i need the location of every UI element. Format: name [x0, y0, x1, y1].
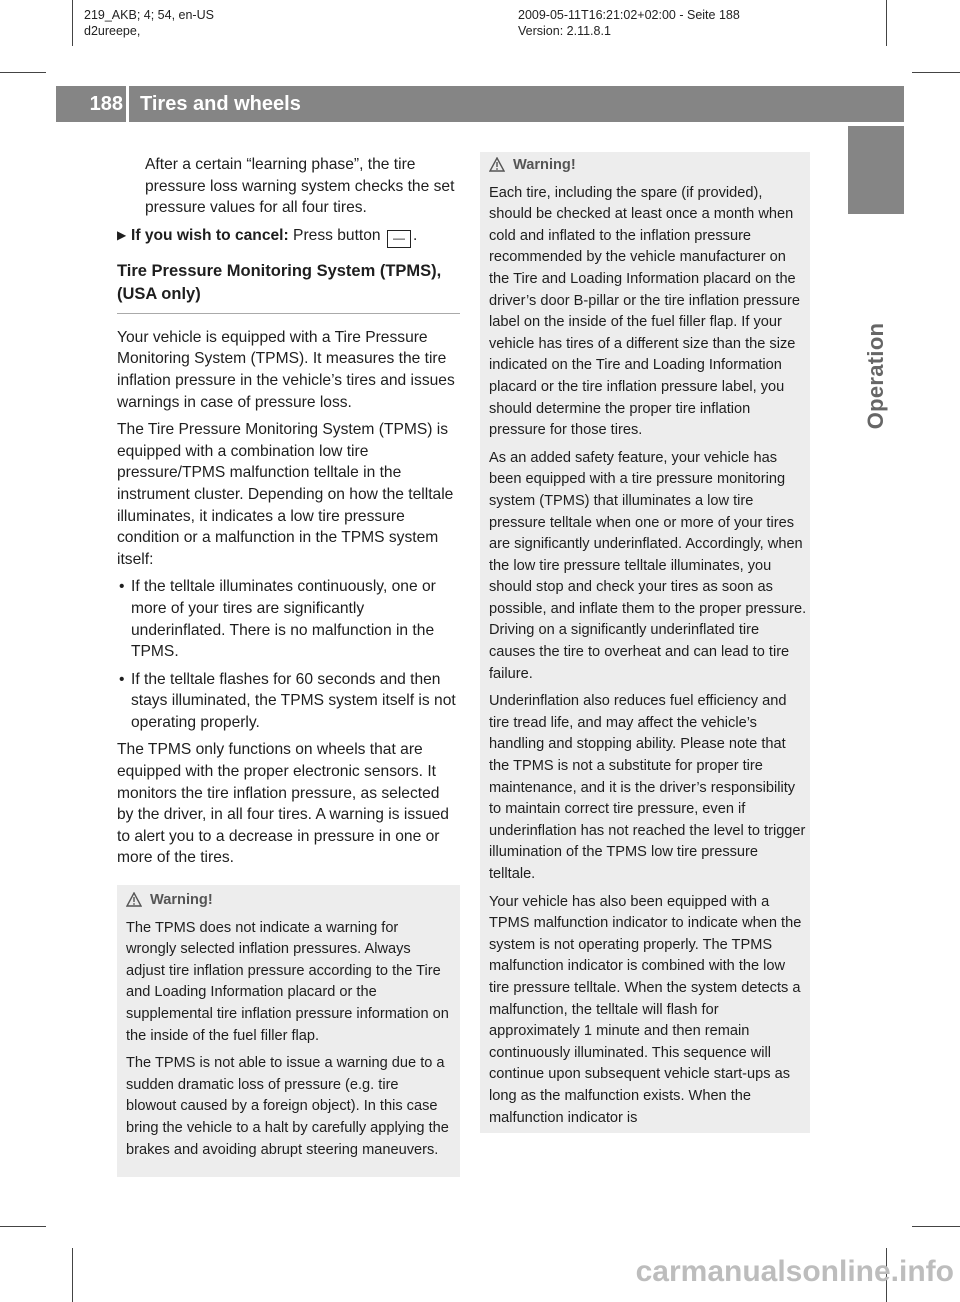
print-meta-left — [84, 7, 214, 39]
warning-paragraph: Each tire, including the spare (if provided), should be checked at least once a month when cold and inflated to the inflation pressure recommended by the vehicle manufacturer on the Tire and Loading Information placard on the driver’s door B-pillar or the tire inflation pressure label on the inside of the fuel filler flap. If your vehicle has tires of a different size than the size indicated on the Tire and Loading Information placard or the tire inflation pressure label, you should determine the proper tire inflation pressure for those tires. — [489, 184, 800, 439]
timestamp-info: 2009-05-11T16:21:02+02:00 - Seite 188 — [518, 8, 740, 22]
bullet-text: If the telltale illuminates continuously, one or more of your tires are significantly underinflated. There is no malfunction in the TPMS. — [131, 578, 436, 661]
warning-paragraph: The TPMS is not able to issue a warning due to a sudden dramatic loss of pressure (e.g. tire blowout caused by a foreign object). In this case bring the vehicle to a halt by carefully applying the brakes and avoiding abrupt steering maneuvers. — [126, 1055, 449, 1158]
page-number: 188 — [89, 93, 123, 115]
warning-triangle-icon — [126, 892, 142, 907]
list-item — [117, 576, 460, 662]
warning-title: Warning! — [513, 157, 576, 173]
bullet-icon: • — [119, 670, 125, 688]
warning-box — [117, 885, 460, 1177]
crop-mark — [912, 72, 960, 73]
warning-paragraph: The TPMS does not indicate a warning for wrongly selected inflation pressures. Always adjust tire inflation pressure according to the Tire and Loading Information placard or the supplemental tire inflation pressure information on the inside of the fuel filler flap. — [126, 919, 449, 1044]
bullet-icon: • — [119, 578, 125, 596]
arrow-icon: ▶ — [117, 227, 127, 242]
crop-mark — [72, 1248, 73, 1302]
warning-heading — [489, 155, 807, 177]
header-divider — [126, 56, 129, 122]
cancel-text: Press button — [293, 226, 381, 244]
crop-mark — [0, 72, 46, 73]
tpms-paragraph-2: The Tire Pressure Monitoring System (TPMS) is equipped with a combination low tire pressure/TPMS malfunction telltale in the instrument cluster. Depending on how the telltale illuminates, it indicates a low tire pressure condition or a malfunction in the TPMS system itself: — [117, 421, 454, 568]
version-info: Version: 2.11.8.1 — [518, 24, 611, 38]
right-column — [480, 152, 810, 1133]
cancel-label: If you wish to cancel: — [131, 226, 289, 244]
section-title: Tires and wheels — [140, 93, 301, 115]
warning-paragraph: Your vehicle has also been equipped with a TPMS malfunction indicator to indicate when the system is not operating properly. The TPMS malfunction indicator is combined with the low tire pressure telltale. When the system detects a malfunction, the telltale will flash for approximately 1 minute and then remain continuously illuminated. This sequence will continue upon subsequent vehicle start-ups as long as the malfunction exists. When the malfunction indicator is — [489, 893, 802, 1126]
cancel-end: . — [412, 226, 418, 244]
side-tab — [848, 126, 904, 214]
bullet-text: If the telltale flashes for 60 seconds and then stays illuminated, the TPMS system itself is not operating properly. — [131, 670, 456, 731]
tpms-paragraph-3: The TPMS only functions on wheels that are equipped with the proper electronic sensors. It monitors the tire inflation pressure, as selected by the driver, in all four tires. A warning is issued to alert you to a decrease in pressure in one or more of the tires. — [117, 741, 449, 867]
warning-title: Warning! — [150, 892, 213, 909]
heading-rule — [117, 313, 460, 314]
cancel-key-icon: — — [387, 230, 411, 248]
crop-mark — [912, 1226, 960, 1227]
print-meta-right — [518, 7, 740, 39]
cancel-instruction — [117, 225, 460, 248]
crop-mark — [0, 1226, 46, 1227]
watermark: carmanualsonline.info — [635, 1255, 954, 1288]
warning-paragraph: Underinflation also reduces fuel efficiency and tire tread life, and may affect the vehicle’s handling and stopping ability. Please note that the TPMS is not a substitute for proper tire maintenance, and it is the driver’s responsibility to maintain correct tire pressure, even if underinflation has not reached the level to trigger illumination of the TPMS low tire pressure telltale. — [489, 693, 806, 882]
warning-box — [480, 152, 810, 1133]
chapter-label-text: Operation — [863, 322, 888, 430]
left-column — [117, 154, 460, 1177]
section-heading: Tire Pressure Monitoring System (TPMS), (USA only) — [117, 261, 442, 303]
warning-heading — [126, 890, 451, 912]
crop-mark — [886, 0, 887, 46]
warning-triangle-icon — [489, 157, 505, 172]
tpms-paragraph-1: Your vehicle is equipped with a Tire Pressure Monitoring System (TPMS). It measures the tire inflation pressure in the vehicle’s tires and issues warnings in case of pressure loss. — [117, 328, 455, 411]
intro-paragraph: After a certain “learning phase”, the tire pressure loss warning system checks the set pressure values for all four tires. — [145, 156, 455, 217]
side-chapter-label — [838, 256, 914, 496]
warning-paragraph: As an added safety feature, your vehicle has been equipped with a tire pressure monitoring system (TPMS) that illuminates a low tire pressure telltale when one or more of your tires are significantly underinflated. Accordingly, when the low tire pressure telltale illuminates, you should stop and check your tires as soon as possible, and inflate them to the proper pressure. Driving on a significantly underinflated tire causes the tire to overheat and can lead to tire failure. — [489, 449, 807, 682]
crop-mark — [72, 0, 73, 46]
list-item — [117, 669, 460, 734]
file-info: 219_AKB; 4; 54, en-US — [84, 8, 214, 22]
author-info: d2ureepe, — [84, 24, 141, 38]
